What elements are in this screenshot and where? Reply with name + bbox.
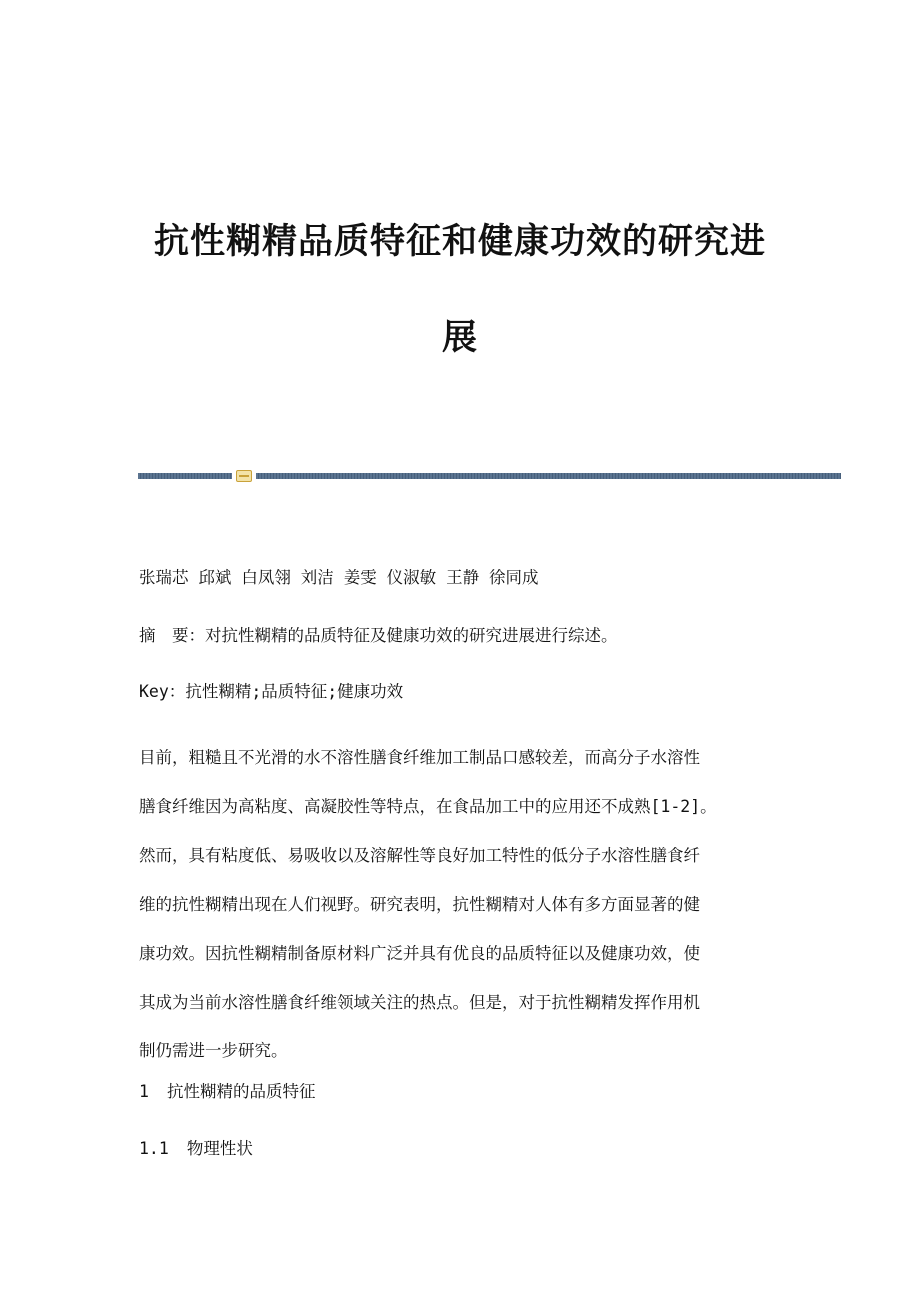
paragraph-line: 其成为当前水溶性膳食纤维领域关注的热点。但是，对于抗性糊精发挥作用机 xyxy=(139,992,700,1012)
paragraph-line: 制仍需进一步研究。 xyxy=(139,1041,288,1061)
keywords xyxy=(139,680,779,704)
section-number: 1 xyxy=(139,1082,149,1101)
keywords-text: 抗性糊精;品质特征;健康功效 xyxy=(185,682,404,701)
section-title: 抗性糊精的品质特征 xyxy=(166,1082,316,1101)
paragraph-line: 膳食纤维因为高粘度、高凝胶性等特点，在食品加工中的应用还不成熟[1-2]。 xyxy=(139,796,717,816)
divider-bar-right xyxy=(256,473,841,479)
intro-paragraph xyxy=(139,734,773,1076)
paragraph-line: 维的抗性糊精出现在人们视野。研究表明，抗性糊精对人体有多方面显著的健 xyxy=(139,894,700,914)
section-heading-1-1 xyxy=(139,1137,779,1161)
paragraph-line: 目前，粗糙且不光滑的水不溶性膳食纤维加工制品口感较差，而高分子水溶性 xyxy=(139,748,700,767)
abstract-label: 摘 要： xyxy=(139,626,205,645)
author-list: 张瑞芯 邱斌 白凤翎 刘洁 姜雯 仪淑敏 王静 徐同成 xyxy=(139,568,539,587)
decorative-divider xyxy=(138,470,841,482)
divider-bar-left xyxy=(138,473,232,479)
section-heading-1 xyxy=(139,1080,779,1104)
abstract-text: 对抗性糊精的品质特征及健康功效的研究进展进行综述。 xyxy=(205,626,618,645)
paragraph-line: 然而，具有粘度低、易吸收以及溶解性等良好加工特性的低分子水溶性膳食纤 xyxy=(139,845,700,865)
paragraph-line: 康功效。因抗性糊精制备原材料广泛并具有优良的品质特征以及健康功效，使 xyxy=(139,943,700,963)
subsection-number: 1.1 xyxy=(139,1139,169,1158)
keywords-label: Key： xyxy=(139,682,186,701)
document-title-line-2: 展 xyxy=(441,317,478,358)
subsection-title: 物理性状 xyxy=(186,1139,253,1158)
document-title-line-1: 抗性糊精品质特征和健康功效的研究进 xyxy=(153,221,766,262)
divider-ornament-icon xyxy=(236,470,252,482)
abstract xyxy=(139,624,779,648)
